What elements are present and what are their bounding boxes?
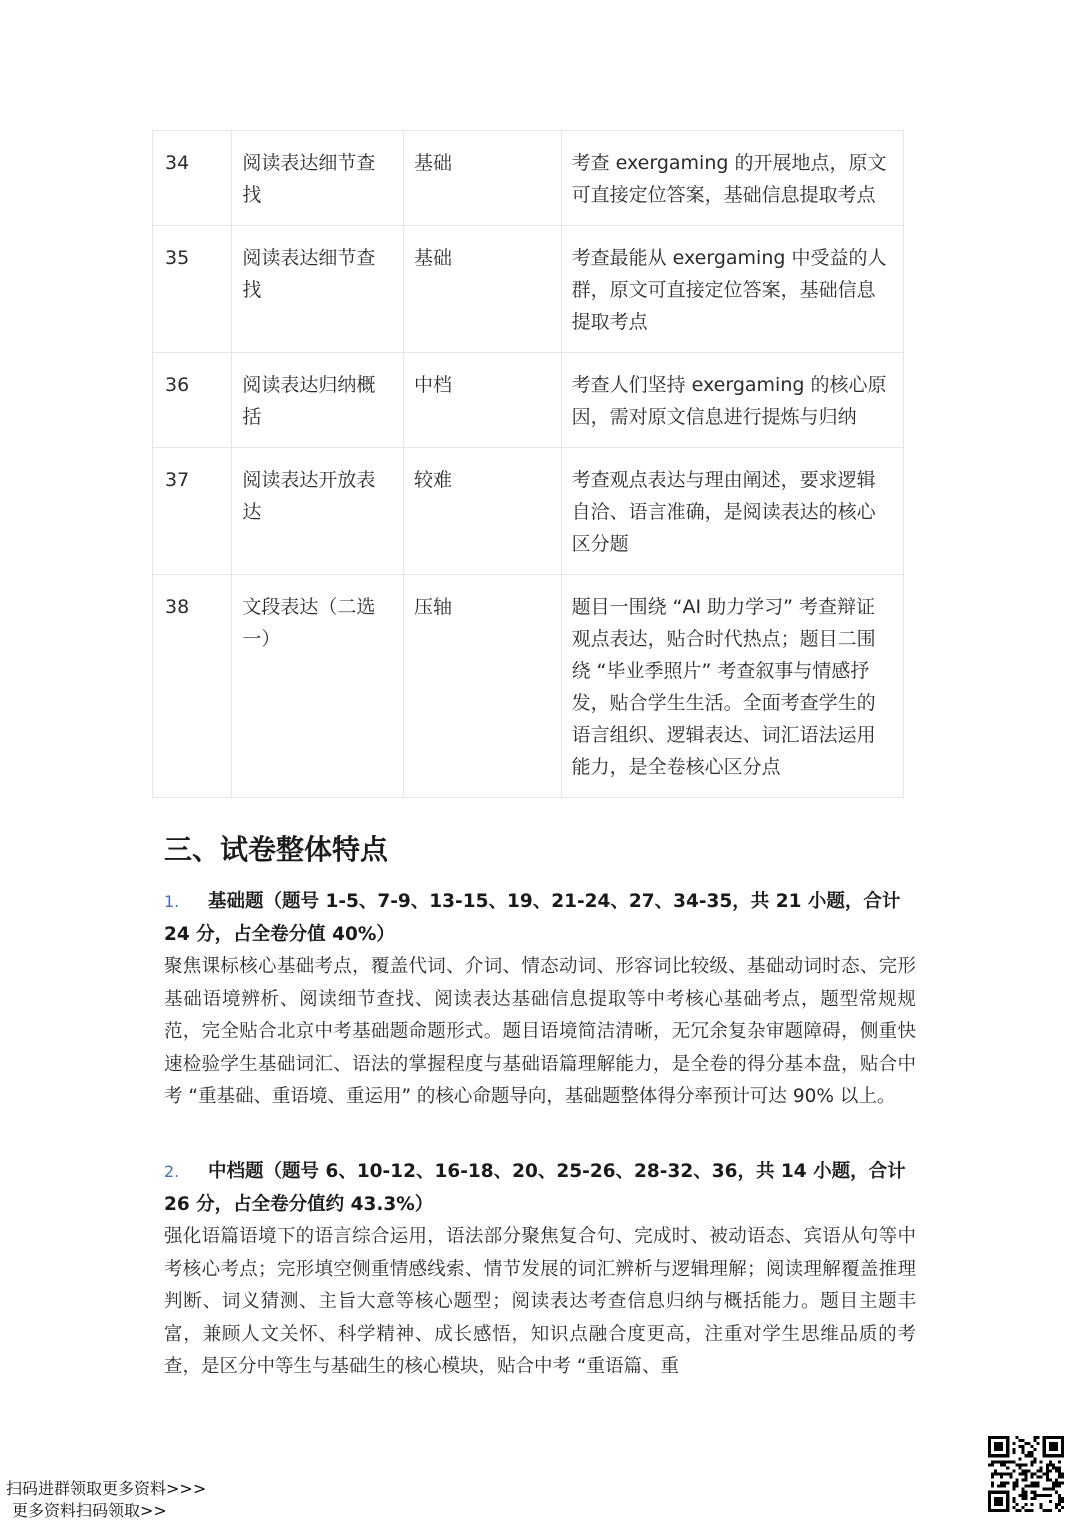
question-type-cell: 阅读表达归纳概括: [232, 353, 404, 448]
feature-item-number: 1.: [164, 892, 180, 911]
question-number-cell: 38: [153, 575, 232, 798]
feature-item-title: 基础题（题号 1-5、7-9、13-15、19、21-24、27、34-35，共 21 小题，合计 24 分，占全卷分值 40%）: [164, 891, 901, 945]
question-type-cell: 文段表达（二选一）: [232, 575, 404, 798]
question-number-cell: 34: [153, 131, 232, 226]
question-number-cell: 37: [153, 448, 232, 575]
feature-item-number: 2.: [164, 1162, 180, 1181]
question-type-cell: 阅读表达开放表达: [232, 448, 404, 575]
feature-item-basic: [164, 885, 916, 1114]
feature-item-heading: [164, 1155, 916, 1221]
table-row: [153, 353, 904, 448]
analysis-cell: 考查最能从 exergaming 中受益的人群，原文可直接定位答案，基础信息提取考点: [561, 226, 903, 353]
question-type-cell: 阅读表达细节查找: [232, 226, 404, 353]
feature-item-medium: [164, 1155, 916, 1384]
question-number-cell: 36: [153, 353, 232, 448]
table-row: [153, 226, 904, 353]
difficulty-cell: 中档: [403, 353, 561, 448]
analysis-cell: 题目一围绕 “AI 助力学习” 考查辩证观点表达，贴合时代热点；题目二围绕 “毕业季照片” 考查叙事与情感抒发，贴合学生生活。全面考查学生的语言组织、逻辑表达、词汇语法运用能力，是全卷核心区分点: [561, 575, 903, 798]
difficulty-cell: 较难: [403, 448, 561, 575]
table-row: [153, 575, 904, 798]
feature-item-heading: [164, 885, 916, 951]
analysis-table: [152, 130, 904, 798]
analysis-cell: 考查人们坚持 exergaming 的核心原因，需对原文信息进行提炼与归纳: [561, 353, 903, 448]
analysis-table-body: [153, 131, 904, 798]
difficulty-cell: 压轴: [403, 575, 561, 798]
analysis-cell: 考查观点表达与理由阐述，要求逻辑自洽、语言准确，是阅读表达的核心区分题: [561, 448, 903, 575]
difficulty-cell: 基础: [403, 131, 561, 226]
qr-code-icon[interactable]: [988, 1436, 1064, 1512]
footer-text-qr-group: 扫码进群领取更多资料>>>: [6, 1479, 207, 1498]
footer-text-qr-more: 更多资料扫码领取>>: [12, 1501, 167, 1520]
analysis-cell: 考查 exergaming 的开展地点，原文可直接定位答案，基础信息提取考点: [561, 131, 903, 226]
difficulty-cell: 基础: [403, 226, 561, 353]
feature-item-title: 中档题（题号 6、10-12、16-18、20、25-26、28-32、36，共 14 小题，合计 26 分，占全卷分值约 43.3%）: [164, 1161, 906, 1215]
question-type-cell: 阅读表达细节查找: [232, 131, 404, 226]
feature-item-body: 强化语篇语境下的语言综合运用，语法部分聚焦复合句、完成时、被动语态、宾语从句等中考核心考点；完形填空侧重情感线索、情节发展的词汇辨析与逻辑理解；阅读理解覆盖推理判断、词义猜测、主旨大意等核心题型；阅读表达考查信息归纳与概括能力。题目主题丰富，兼顾人文关怀、科学精神、成长感悟，知识点融合度更高，注重对学生思维品质的考查，是区分中等生与基础生的核心模块，贴合中考 “重语篇、重: [164, 1226, 916, 1377]
section-title: 三、试卷整体特点: [164, 833, 389, 866]
feature-item-body: 聚焦课标核心基础考点，覆盖代词、介词、情态动词、形容词比较级、基础动词时态、完形基础语境辨析、阅读细节查找、阅读表达基础信息提取等中考核心基础考点，题型常规规范，完全贴合北京中考基础题命题形式。题目语境简洁清晰，无冗余复杂审题障碍，侧重快速检验学生基础词汇、语法的掌握程度与基础语篇理解能力，是全卷的得分基本盘，贴合中考 “重基础、重语境、重运用” 的核心命题导向，基础题整体得分率预计可达 90% 以上。: [164, 956, 916, 1107]
question-number-cell: 35: [153, 226, 232, 353]
table-row: [153, 448, 904, 575]
table-row: [153, 131, 904, 226]
